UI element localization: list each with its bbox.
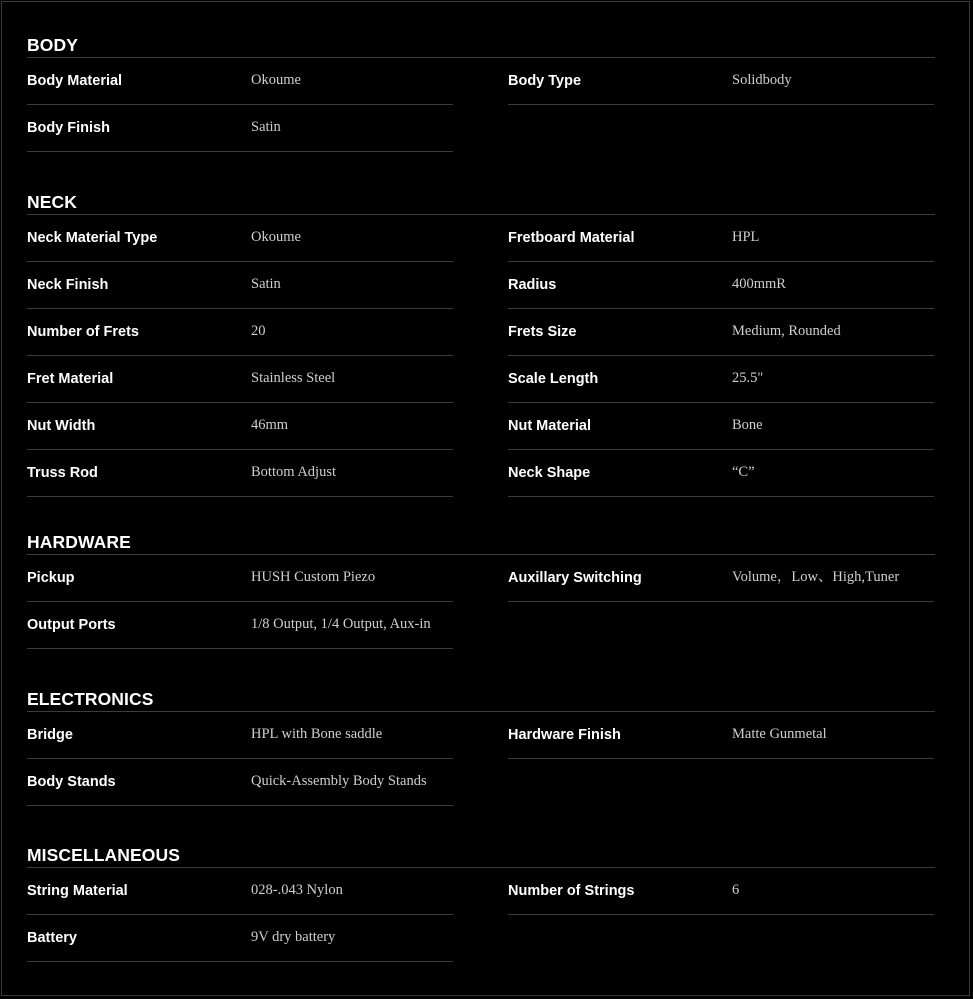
section-title: BODY [27, 33, 935, 58]
spec-label: Frets Size [508, 324, 577, 340]
spec-label: Nut Material [508, 418, 591, 434]
spec-label: Truss Rod [27, 465, 98, 481]
spec-label: Output Ports [27, 617, 116, 633]
spec-value: Okoume [251, 229, 301, 245]
spec-label: String Material [27, 883, 128, 899]
spec-label: Fretboard Material [508, 230, 635, 246]
spec-label: Fret Material [27, 371, 114, 387]
spec-value: Medium, Rounded [732, 323, 841, 339]
spec-value: Quick-Assembly Body Stands [251, 773, 427, 789]
spec-value: Volume，Low、High,Tuner [732, 569, 900, 585]
spec-value: “C” [732, 464, 755, 480]
spec-value: 46mm [251, 417, 289, 433]
spec-value: Satin [251, 119, 281, 135]
section-title: HARDWARE [27, 530, 935, 555]
spec-label: Pickup [27, 570, 75, 586]
section-neck [27, 190, 935, 481]
spec-value: 400mmR [732, 276, 786, 292]
spec-row [27, 602, 453, 649]
spec-row [27, 403, 453, 450]
spec-row [508, 309, 934, 356]
spec-row [508, 555, 934, 602]
spec-label: Neck Shape [508, 465, 591, 481]
section-miscellaneous [27, 843, 935, 946]
spec-label: Scale Length [508, 371, 599, 387]
spec-row [27, 356, 453, 403]
section-title: NECK [27, 190, 935, 215]
spec-label: Neck Finish [27, 277, 109, 293]
spec-row [27, 450, 453, 497]
spec-row [27, 555, 453, 602]
spec-label: Number of Frets [27, 324, 139, 340]
spec-label: Bridge [27, 727, 73, 743]
spec-label: Body Type [508, 73, 582, 89]
spec-value: Satin [251, 276, 281, 292]
spec-value: 1/8 Output, 1/4 Output, Aux-in [251, 616, 431, 632]
spec-row [27, 868, 453, 915]
section-title: MISCELLANEOUS [27, 843, 935, 868]
section-electronics [27, 687, 935, 790]
spec-value: Bottom Adjust [251, 464, 337, 480]
spec-row [508, 868, 934, 915]
spec-row [508, 262, 934, 309]
spec-label: Body Finish [27, 120, 110, 136]
spec-row [27, 58, 453, 105]
spec-row [27, 105, 453, 152]
section-body [27, 33, 935, 136]
spec-row [27, 215, 453, 262]
spec-value: Solidbody [732, 72, 792, 88]
spec-label: Nut Width [27, 418, 96, 434]
spec-value: 9V dry battery [251, 929, 336, 945]
spec-value: 6 [732, 882, 740, 898]
section-title: ELECTRONICS [27, 687, 935, 712]
spec-label: Auxillary Switching [508, 570, 642, 586]
spec-label: Radius [508, 277, 557, 293]
spec-value: Okoume [251, 72, 301, 88]
spec-value: HUSH Custom Piezo [251, 569, 376, 585]
spec-value: Bone [732, 417, 763, 433]
spec-value: 20 [251, 323, 266, 339]
spec-value: HPL [732, 229, 760, 245]
spec-row [508, 58, 934, 105]
spec-row [27, 309, 453, 356]
spec-row [27, 262, 453, 309]
spec-value: Matte Gunmetal [732, 726, 827, 742]
spec-label: Hardware Finish [508, 727, 621, 743]
spec-value: 028-.043 Nylon [251, 882, 343, 898]
spec-row [27, 712, 453, 759]
spec-row [508, 356, 934, 403]
spec-value: 25.5" [732, 370, 764, 386]
spec-label: Neck Material Type [27, 230, 158, 246]
spec-label: Body Material [27, 73, 123, 89]
spec-value: Stainless Steel [251, 370, 336, 386]
spec-row [508, 712, 934, 759]
section-hardware [27, 530, 935, 633]
spec-value: HPL with Bone saddle [251, 726, 383, 742]
spec-row [508, 215, 934, 262]
spec-row [508, 403, 934, 450]
spec-label: Number of Strings [508, 883, 635, 899]
spec-row [27, 915, 453, 962]
spec-row [508, 450, 934, 497]
spec-label: Battery [27, 930, 77, 946]
spec-label: Body Stands [27, 774, 116, 790]
spec-row [27, 759, 453, 806]
